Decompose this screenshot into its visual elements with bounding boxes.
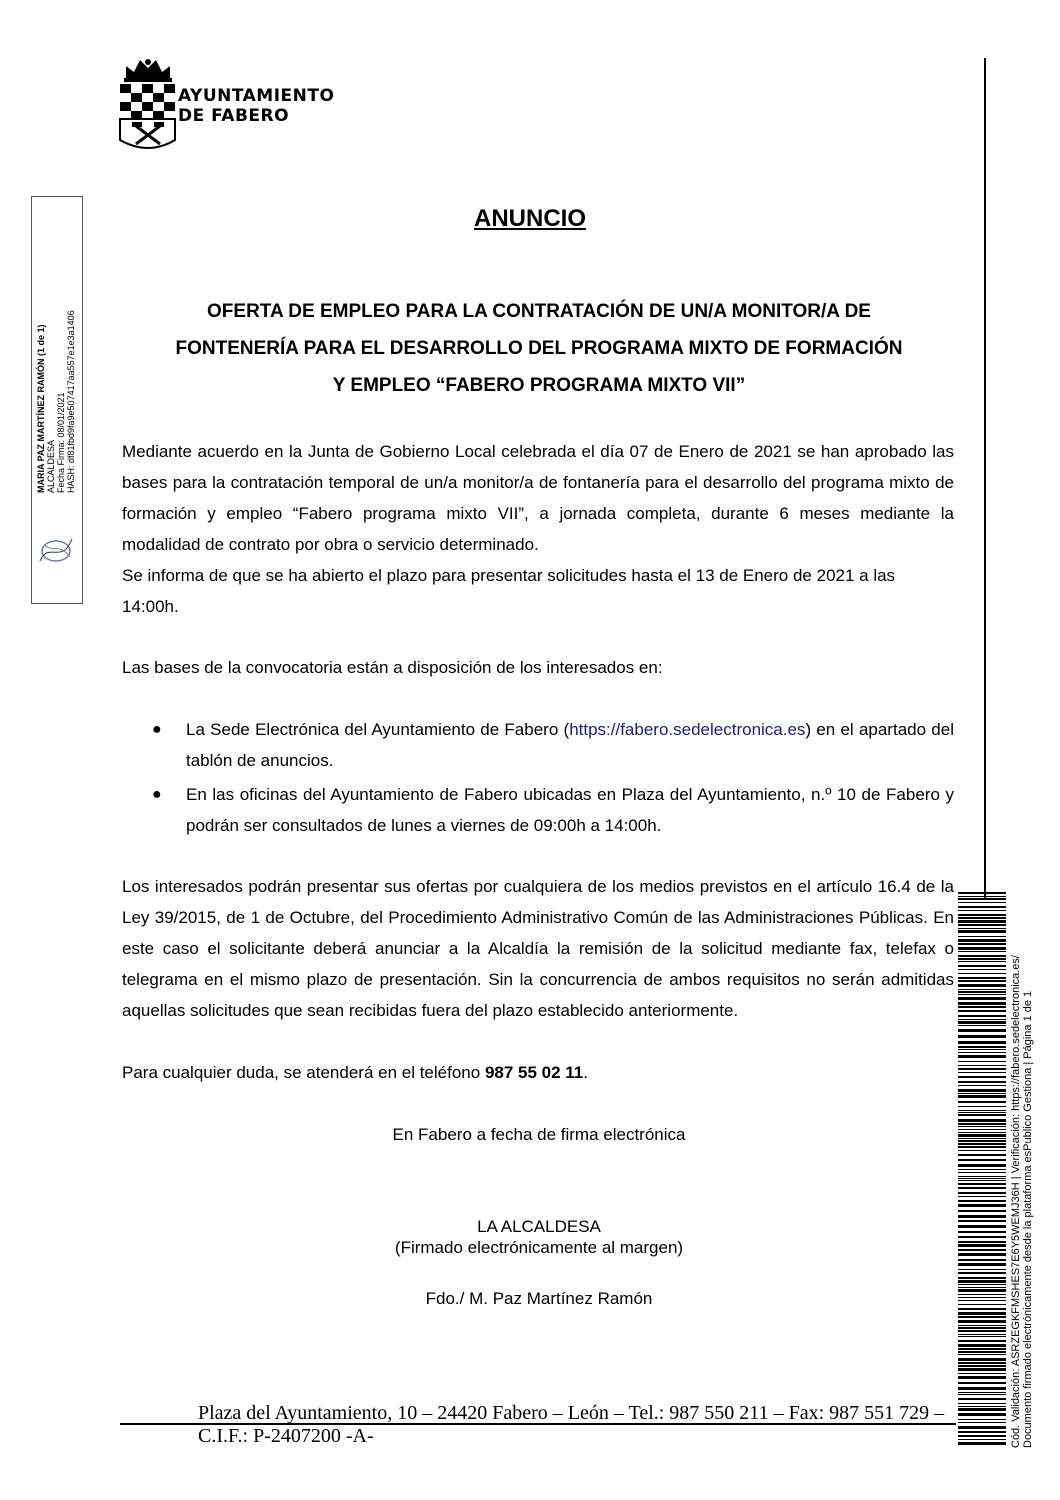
subtitle xyxy=(120,293,958,404)
intro-paragraph: Mediante acuerdo en la Junta de Gobierno Local celebrada el día 07 de Enero de 2021 se han aprobado las bases para la contratación temporal de un/a monitor/a de fontanería para el desarrollo del programa mixto de formación y empleo “Fabero programa mixto VII”, a jornada completa, durante 6 meses mediante la modalidad de contrato por obra o servicio determinado. xyxy=(122,442,954,554)
coat-of-arms-icon xyxy=(118,56,178,156)
subtitle-line: FONTENERÍA PARA EL DESARROLLO DEL PROGRAMA MIXTO DE FORMACIÓN xyxy=(175,338,903,359)
place-date: En Fabero a fecha de firma electrónica xyxy=(392,1125,686,1144)
bullet-icon: ● xyxy=(152,721,162,738)
signer-role: ALCALDESA xyxy=(46,439,56,493)
signature-note: (Firmado electrónicamente al margen) xyxy=(394,1238,684,1257)
margin-rule xyxy=(984,58,986,898)
signature-box xyxy=(31,196,83,604)
validation-code: Cód. Validación: ASRZEGKFMSHES7E6Y5WEMJ36H | Verificación: https://fabero.sedelectronica.es/ xyxy=(1010,955,1022,1448)
page-title: ANUNCIO xyxy=(474,205,586,232)
list-item xyxy=(122,714,954,776)
sede-link[interactable]: https://fabero.sedelectronica.es xyxy=(569,720,806,739)
contact-paragraph xyxy=(122,1057,954,1088)
org-name-line1: AYUNTAMIENTO xyxy=(178,86,335,106)
list-item xyxy=(122,779,954,841)
signature-hash: HASH: df81fbd9fa9e507417aa557e1e3a1406 xyxy=(66,310,76,493)
list-item-text: La Sede Electrónica del Ayuntamiento de Fabero ( xyxy=(186,720,570,739)
deadline-paragraph: Se informa de que se ha abierto el plazo para presentar solicitudes hasta el 13 de Enero de 2021 a las 14:00h. xyxy=(122,566,896,616)
footer-address: Plaza del Ayuntamiento, 10 – 24420 Fabero – León – Tel.: 987 550 211 – Fax: 987 551 729 – C.I.F.: P-2407200 -A- xyxy=(198,1402,945,1447)
bullet-icon: ● xyxy=(152,786,162,803)
org-name-line2: DE FABERO xyxy=(178,106,290,126)
list-item-text: ) en el apartado del tablón de anuncios. xyxy=(186,720,954,770)
contact-text: . xyxy=(583,1063,588,1082)
submission-paragraph: Los interesados podrán presentar sus ofertas por cualquiera de los medios previstos en el artículo 16.4 de la Ley 39/2015, de 1 de Octubre, del Procedimiento Administrativo Común de las Administraciones Públicas. En este caso el solicitante deberá anunciar a la Alcaldía la remisión de la solicitud mediante fax, telefax o telegrama en el mismo plazo de presentación. Sin la concurrencia de ambos requisitos no serán admitidas aquellas solicitudes que sean recibidas fuera del plazo establecido anteriormente. xyxy=(122,877,954,1020)
signature-seal-icon xyxy=(36,531,76,571)
barcode-icon xyxy=(958,892,1006,1452)
body-paragraph xyxy=(122,436,954,622)
signature-date: Fecha Firma: 08/01/2021 xyxy=(56,392,66,493)
phone-number: 987 55 02 11 xyxy=(484,1063,584,1082)
list-item-text: En las oficinas del Ayuntamiento de Fabero ubicadas en Plaza del Ayuntamiento, n.º 10 de Fabero y podrán ser consultados de lunes a viernes de 09:00h a 14:00h. xyxy=(186,785,954,835)
subtitle-line: OFERTA DE EMPLEO PARA LA CONTRATACIÓN DE UN/A MONITOR/A DE xyxy=(207,301,871,322)
subtitle-line: Y EMPLEO “FABERO PROGRAMA MIXTO VII” xyxy=(332,375,746,396)
availability-paragraph: Las bases de la convocatoria están a disposición de los interesados en: xyxy=(122,658,663,677)
municipal-logo xyxy=(118,56,358,156)
signer-name: MARIA PAZ MARTÍNEZ RAMÓN (1 de 1) xyxy=(36,324,46,493)
contact-text: Para cualquier duda, se atenderá en el teléfono xyxy=(122,1063,485,1082)
validation-note: Documento firmado electrónicamente desde la plataforma esPublico Gestiona | Página 1 de 1 xyxy=(1022,990,1034,1448)
signatory-name: Fdo./ M. Paz Martínez Ramón xyxy=(425,1289,653,1308)
signatory-role: LA ALCALDESA xyxy=(477,1217,601,1236)
